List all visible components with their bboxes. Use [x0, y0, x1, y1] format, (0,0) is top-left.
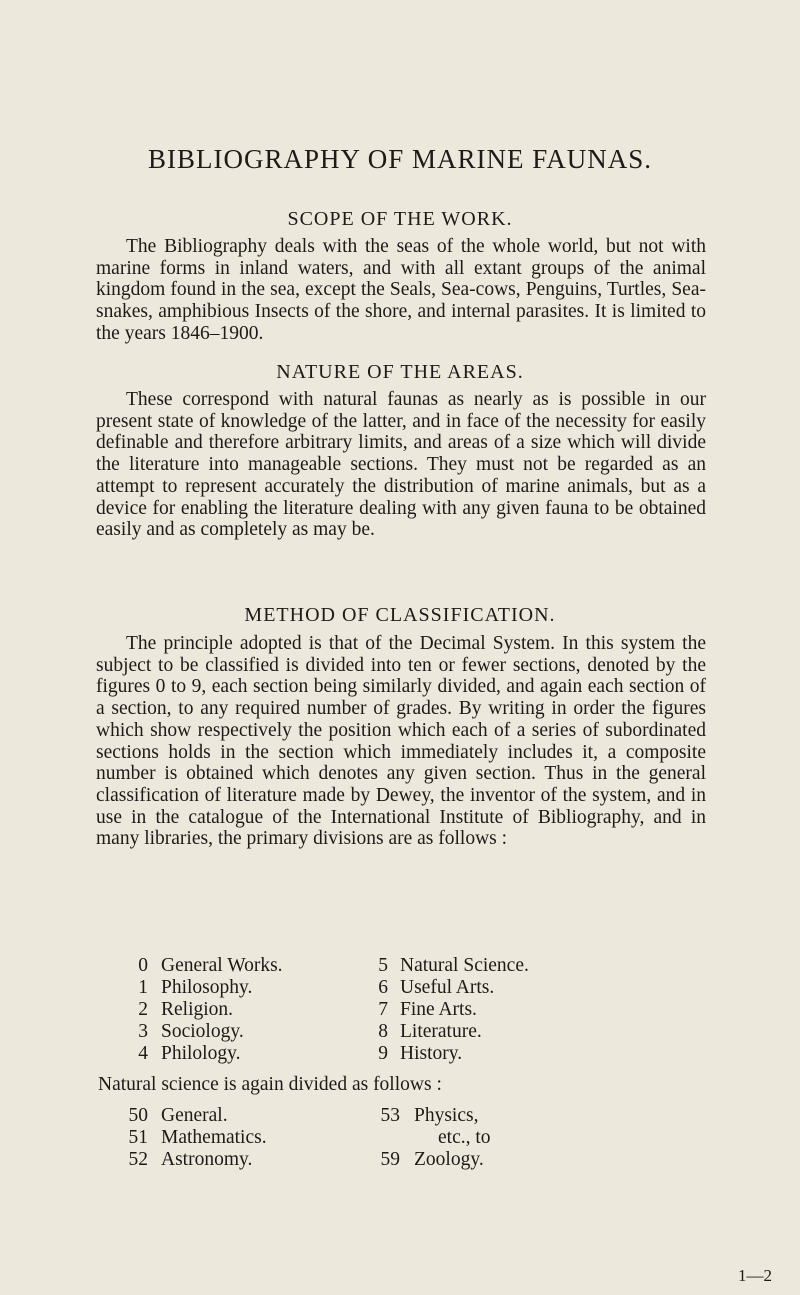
- subdivision-number: 51: [128, 1127, 148, 1148]
- division-number: 0: [138, 955, 148, 976]
- subdivision-label: Astronomy.: [161, 1149, 253, 1170]
- division-number: 1: [138, 977, 148, 998]
- division-label: Philosophy.: [161, 977, 253, 998]
- subdivision-number: 52: [128, 1149, 148, 1170]
- heading-scope: SCOPE OF THE WORK.: [287, 208, 513, 230]
- division-number: 2: [138, 999, 148, 1020]
- subdivision-number: 53: [380, 1105, 400, 1126]
- division-label: General Works.: [161, 955, 283, 976]
- division-label: Fine Arts.: [400, 999, 477, 1020]
- natural-science-intro: Natural science is again divided as follows :: [98, 1074, 442, 1095]
- division-label: Literature.: [400, 1021, 482, 1042]
- division-label: Natural Science.: [400, 955, 529, 976]
- division-number: 8: [378, 1021, 388, 1042]
- division-number: 9: [378, 1043, 388, 1064]
- division-label: Philology.: [161, 1043, 241, 1064]
- division-number: 5: [378, 955, 388, 976]
- subdivision-label: Physics,: [414, 1105, 479, 1126]
- division-label: Sociology.: [161, 1021, 244, 1042]
- paragraph-method: The principle adopted is that of the Decimal System. In this system the subject to be classified is divided into ten or fewer sections, denoted by the figures 0 to 9, each section being similarly divided, and again each section of a section, to any required number of grades. By writing in order the figures which show respectively the position which each of a series of subordinated sections holds in the section which immediately includes it, a composite number is obtained which denotes any given section. Thus in the general classification of literature made by Dewey, the inventor of the system, and in use in the catalogue of the International Institute of Bibliography, and in many libraries, the primary divisions are as follows :: [96, 633, 706, 850]
- heading-nature: NATURE OF THE AREAS.: [276, 361, 524, 383]
- subdivision-number: 59: [380, 1149, 400, 1170]
- signature-mark: 1—2: [738, 1266, 772, 1285]
- subdivision-label: Zoology.: [414, 1149, 484, 1170]
- division-number: 6: [378, 977, 388, 998]
- division-number: 3: [138, 1021, 148, 1042]
- paragraph-nature: These correspond with natural faunas as nearly as is possible in our present state of knowledge of the latter, and in face of the necessity for easily definable and therefore arbitrary limits, and areas of a size which will divide the literature into manageable sections. They must not be regarded as an attempt to represent accurately the distribution of marine animals, but as a device for enabling the literature dealing with any given fauna to be obtained easily and as completely as may be.: [96, 389, 706, 541]
- subdivision-label: Mathematics.: [161, 1127, 267, 1148]
- division-label: Religion.: [161, 999, 234, 1020]
- division-number: 4: [138, 1043, 148, 1064]
- subdivision-label: etc., to: [438, 1127, 491, 1148]
- division-label: History.: [400, 1043, 463, 1064]
- subdivision-label: General.: [161, 1105, 228, 1126]
- page-title: BIBLIOGRAPHY OF MARINE FAUNAS.: [147, 144, 653, 174]
- division-number: 7: [378, 999, 388, 1020]
- paragraph-scope: The Bibliography deals with the seas of the whole world, but not with marine forms in inland waters, and with all extant groups of the animal kingdom found in the sea, except the Seals, Sea-cows, Penguins, Turtles, Sea-snakes, amphibious Insects of the shore, and internal parasites. It is limited to the years 1846–1900.: [96, 236, 706, 344]
- division-label: Useful Arts.: [400, 977, 495, 998]
- heading-method: METHOD OF CLASSIFICATION.: [244, 604, 556, 626]
- subdivision-number: 50: [128, 1105, 148, 1126]
